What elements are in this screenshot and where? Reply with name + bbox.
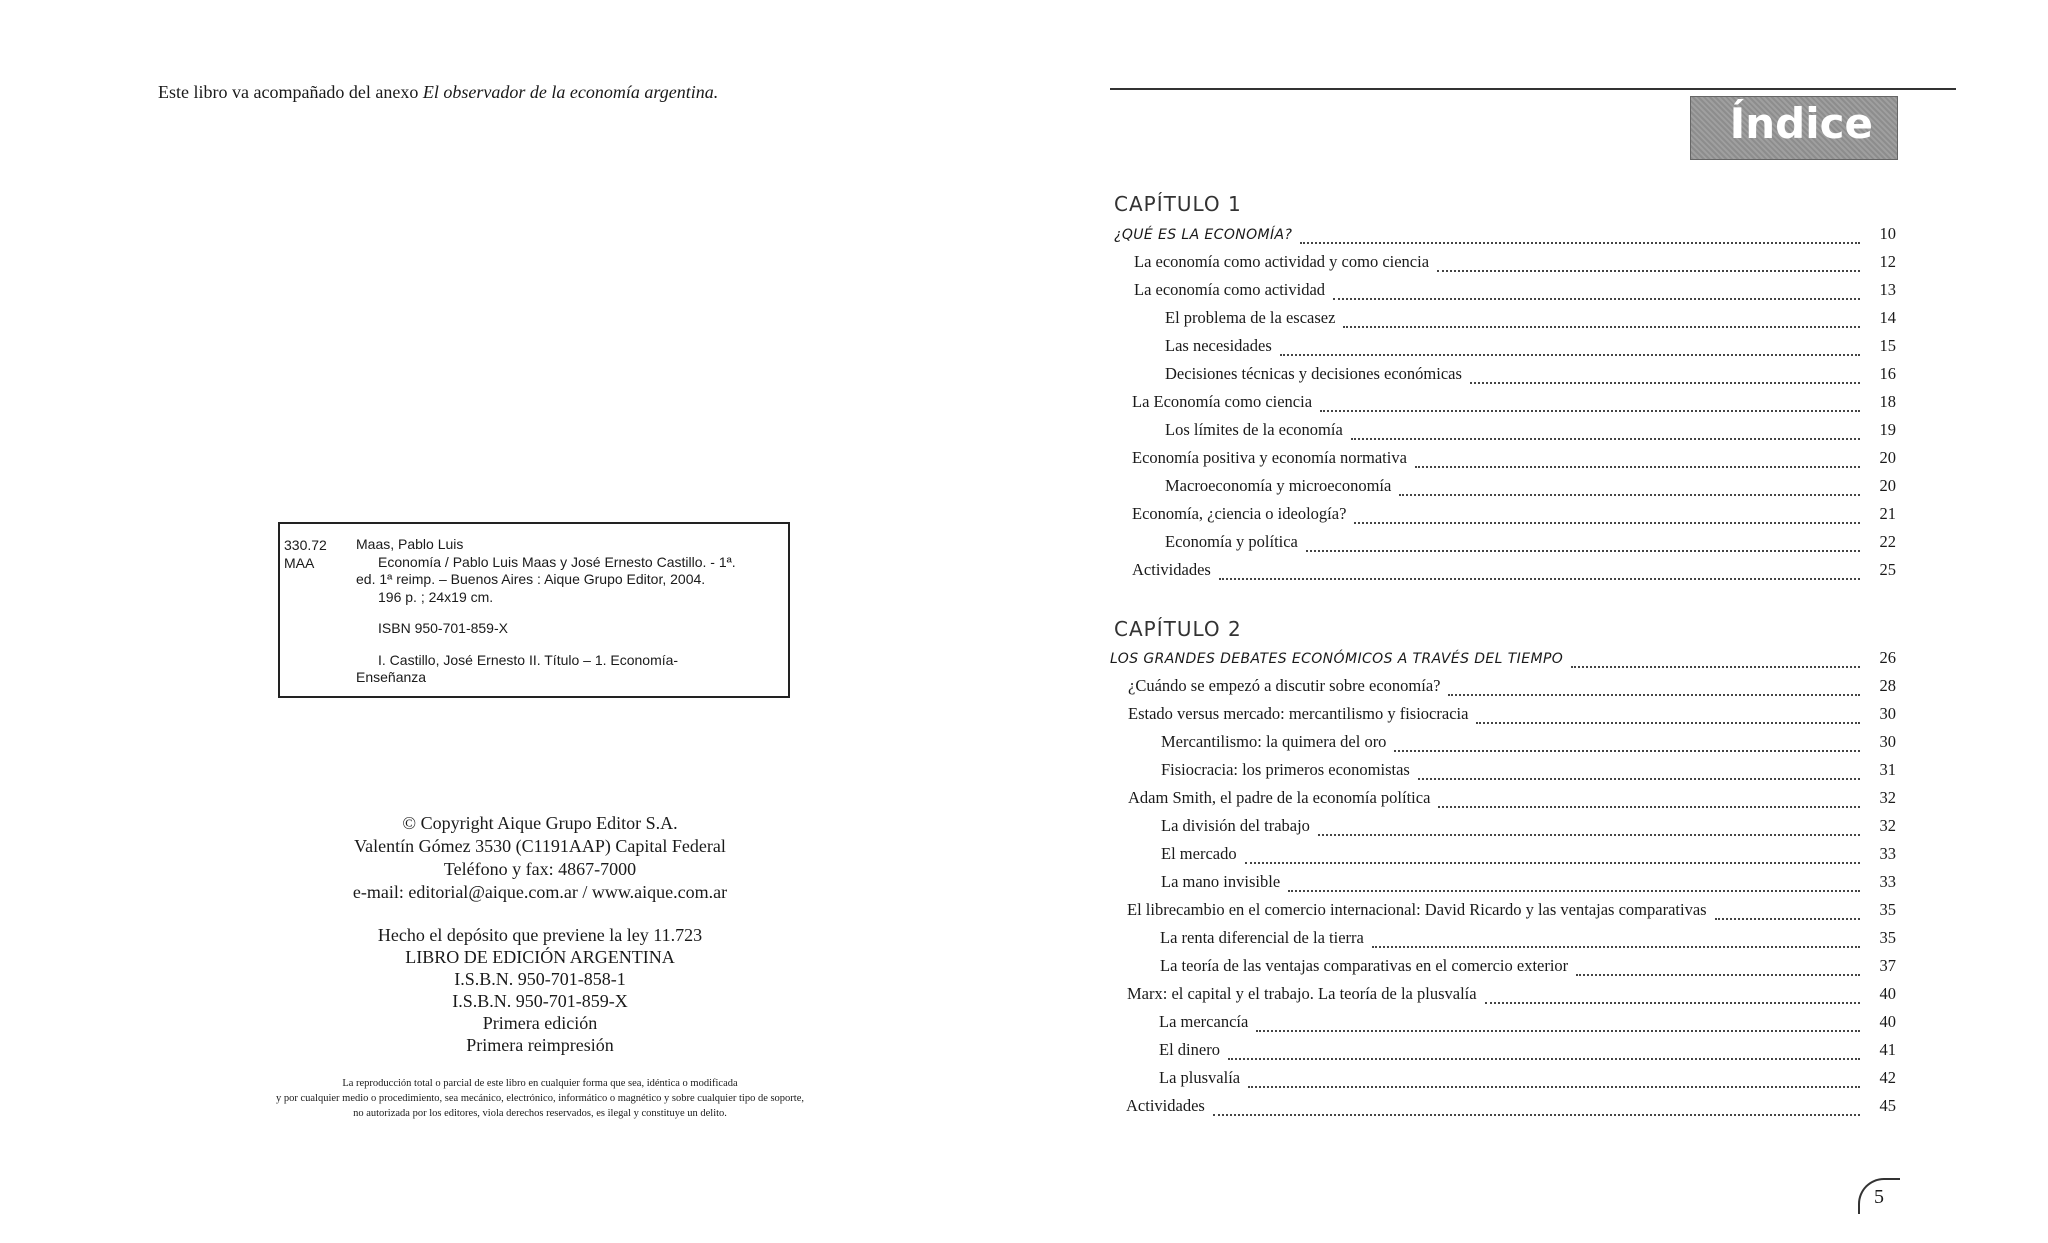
toc-entry-title: El librecambio en el comercio internacional: David Ricardo y las ventajas comparativas: [1127, 900, 1707, 919]
phone-line: Teléfono y fax: 4867-7000: [443, 859, 637, 879]
toc-entry: [1060, 956, 1896, 982]
toc-entry-title: La plusvalía: [1159, 1068, 1241, 1087]
toc-entry-title: Fisiocracia: los primeros economistas: [1161, 760, 1410, 779]
toc-dot-leader: [1228, 1057, 1860, 1060]
toc-dot-leader: [1245, 861, 1860, 864]
toc-entry-title: Economía, ¿ciencia o ideología?: [1132, 504, 1347, 523]
toc-dot-leader: [1288, 889, 1860, 892]
address-line: Valentín Gómez 3530 (C1191AAP) Capital Federal: [354, 836, 726, 856]
toc-entry-page: 41: [1879, 1040, 1896, 1059]
toc-dot-leader: [1333, 297, 1860, 300]
legal-notice: [180, 1076, 900, 1121]
toc-entry-title: Decisiones técnicas y decisiones económicas: [1165, 364, 1462, 383]
catalog-line: I. Castillo, José Ernesto II. Título – 1. Economía-: [378, 651, 679, 668]
toc-entry-page: 31: [1879, 760, 1896, 779]
chapter-heading: CAPÍTULO 1: [1114, 192, 1242, 216]
toc-entry: [1060, 816, 1896, 842]
toc-entry: [1060, 872, 1896, 898]
toc-entry-page: 32: [1879, 788, 1896, 807]
catalog-body: [356, 536, 776, 687]
toc-entry-page: 10: [1879, 224, 1896, 243]
toc-entry-title: LOS GRANDES DEBATES ECONÓMICOS A TRAVÉS DEL TIEMPO: [1110, 651, 1564, 667]
edition-block: [300, 924, 780, 1056]
toc-entry-page: 18: [1879, 392, 1896, 411]
toc-entry: [1060, 844, 1896, 870]
toc-dot-leader: [1415, 465, 1860, 468]
toc-entry-page: 26: [1879, 648, 1896, 667]
catalog-card: [278, 522, 790, 698]
toc-dot-leader: [1399, 493, 1860, 496]
catalog-line: Economía / Pablo Luis Maas y José Ernesto Castillo. - 1ª.: [378, 553, 736, 570]
toc-entry: [1060, 1096, 1896, 1122]
toc-dot-leader: [1318, 833, 1860, 836]
toc-entry-page: 19: [1879, 420, 1896, 439]
contact-line: e-mail: editorial@aique.com.ar / www.aique.com.ar: [352, 882, 728, 902]
toc-entry-page: 32: [1879, 816, 1896, 835]
toc-dot-leader: [1438, 805, 1860, 808]
toc-dot-leader: [1715, 917, 1860, 920]
toc-entry: [1060, 364, 1896, 390]
edition-line: LIBRO DE EDICIÓN ARGENTINA: [405, 947, 675, 967]
toc-dot-leader: [1354, 521, 1860, 524]
toc-entry-page: 30: [1879, 704, 1896, 723]
isbn-line: I.S.B.N. 950-701-858-1: [454, 969, 626, 989]
toc-dot-leader: [1448, 693, 1860, 696]
toc-entry-page: 15: [1879, 336, 1896, 355]
toc-entry-title: La mercancía: [1159, 1012, 1249, 1031]
chapter-heading: CAPÍTULO 2: [1114, 617, 1242, 641]
copyright-block: [300, 812, 780, 904]
toc-entry-page: 37: [1879, 956, 1896, 975]
index-title: Índice: [1729, 99, 1873, 148]
page-number-text: 5: [1874, 1186, 1884, 1208]
toc-entry-page: 42: [1879, 1068, 1896, 1087]
toc-entry-title: Actividades: [1126, 1096, 1205, 1115]
toc-entry: [1060, 928, 1896, 954]
toc-entry: [1060, 732, 1896, 758]
toc-entry-page: 33: [1879, 872, 1896, 891]
legal-line: no autorizada por los editores, viola derechos reservados, es ilegal y constituye un delito.: [353, 1108, 727, 1119]
annex-title: El observador de la economía argentina.: [422, 82, 719, 102]
toc-entry: [1060, 900, 1896, 926]
toc-dot-leader: [1571, 665, 1860, 668]
annex-prefix: Este libro va acompañado del anexo: [158, 82, 419, 102]
catalog-line: Enseñanza: [356, 669, 427, 685]
annex-note: [158, 82, 718, 103]
index-badge: [1690, 96, 1898, 160]
catalog-author: Maas, Pablo Luis: [356, 536, 464, 552]
edition-line: Primera edición: [482, 1013, 598, 1033]
copyright-line: © Copyright Aique Grupo Editor S.A.: [402, 813, 678, 833]
toc-dot-leader: [1300, 241, 1860, 244]
toc-entry: [1060, 336, 1896, 362]
toc-entry: [1060, 392, 1896, 418]
legal-line: La reproducción total o parcial de este libro en cualquier forma que sea, idéntica o modificada: [342, 1078, 738, 1089]
toc-entry-title: El problema de la escasez: [1165, 308, 1336, 327]
toc-entry-title: Los límites de la economía: [1165, 420, 1343, 439]
toc-entry: [1060, 1012, 1896, 1038]
toc-entry-page: 25: [1879, 560, 1896, 579]
toc-dot-leader: [1219, 577, 1860, 580]
toc-entry-page: 16: [1879, 364, 1896, 383]
toc-entry: [1060, 308, 1896, 334]
toc-entry-page: 22: [1879, 532, 1896, 551]
toc-entry-title: El mercado: [1161, 844, 1237, 863]
toc-dot-leader: [1418, 777, 1860, 780]
toc-entry-title: La Economía como ciencia: [1132, 392, 1313, 411]
toc-entry: [1060, 504, 1896, 530]
toc-entry-title: La economía como actividad: [1134, 280, 1326, 299]
catalog-line: ed. 1ª reimp. – Buenos Aires : Aique Grupo Editor, 2004.: [356, 571, 706, 587]
toc-entry-title: Adam Smith, el padre de la economía política: [1128, 788, 1431, 807]
catalog-line: 196 p. ; 24x19 cm.: [378, 588, 494, 605]
toc-entry: [1060, 532, 1896, 558]
toc-entry: [1060, 788, 1896, 814]
toc-dot-leader: [1213, 1113, 1860, 1116]
toc-entry: [1060, 760, 1896, 786]
toc-entry-title: ¿Cuándo se empezó a discutir sobre economía?: [1128, 676, 1441, 695]
toc-dot-leader: [1437, 269, 1860, 272]
toc-entry-title: Actividades: [1132, 560, 1211, 579]
toc-entry-title: El dinero: [1159, 1040, 1220, 1059]
toc-entry-title: ¿QUÉ ES LA ECONOMÍA?: [1114, 227, 1293, 243]
toc-dot-leader: [1372, 945, 1860, 948]
toc-entry: [1060, 648, 1896, 674]
page-number: [1858, 1178, 1900, 1214]
toc-entry-page: 21: [1879, 504, 1896, 523]
toc-entry-page: 40: [1879, 1012, 1896, 1031]
toc-entry-title: La división del trabajo: [1161, 816, 1310, 835]
legal-line: y por cualquier medio o procedimiento, sea mecánico, electrónico, informático o magnético y sobre cualquier tipo de soporte,: [275, 1093, 805, 1104]
toc-dot-leader: [1248, 1085, 1860, 1088]
toc-entry-page: 20: [1879, 476, 1896, 495]
toc-dot-leader: [1576, 973, 1860, 976]
toc-dot-leader: [1476, 721, 1860, 724]
toc-dot-leader: [1256, 1029, 1860, 1032]
toc-entry-title: Estado versus mercado: mercantilismo y fisiocracia: [1128, 704, 1469, 723]
toc-entry: [1060, 476, 1896, 502]
toc-entry-page: 20: [1879, 448, 1896, 467]
toc-entry: [1060, 1040, 1896, 1066]
toc-entry-page: 28: [1879, 676, 1896, 695]
toc-entry-title: Las necesidades: [1165, 336, 1272, 355]
toc-dot-leader: [1280, 353, 1860, 356]
toc-entry-title: La renta diferencial de la tierra: [1160, 928, 1364, 947]
toc-entry: [1060, 448, 1896, 474]
toc-entry-page: 30: [1879, 732, 1896, 751]
deposit-line: Hecho el depósito que previene la ley 11.723: [377, 925, 703, 945]
toc-dot-leader: [1470, 381, 1860, 384]
toc-dot-leader: [1485, 1001, 1860, 1004]
right-page: [1060, 0, 2048, 1243]
toc-entry-title: Mercantilismo: la quimera del oro: [1161, 732, 1387, 751]
toc-dot-leader: [1320, 409, 1860, 412]
toc-entry-page: 40: [1879, 984, 1896, 1003]
toc-entry-title: Economía positiva y economía normativa: [1132, 448, 1407, 467]
toc-entry: [1060, 420, 1896, 446]
toc-entry-page: 35: [1879, 928, 1896, 947]
toc-entry-title: La teoría de las ventajas comparativas en el comercio exterior: [1160, 956, 1569, 975]
toc-entry: [1060, 252, 1896, 278]
edition-line: Primera reimpresión: [466, 1035, 614, 1055]
toc-entry-title: Marx: el capital y el trabajo. La teoría de la plusvalía: [1127, 984, 1477, 1003]
isbn-line: I.S.B.N. 950-701-859-X: [452, 991, 628, 1011]
toc-entry-page: 13: [1879, 280, 1896, 299]
toc-entry-title: Macroeconomía y microeconomía: [1165, 476, 1392, 495]
header-rule: [1110, 88, 1956, 90]
catalog-isbn: ISBN 950-701-859-X: [378, 620, 508, 636]
toc-entry: [1060, 224, 1896, 250]
toc-entry-page: 14: [1879, 308, 1896, 327]
catalog-cutter: MAA: [284, 555, 315, 571]
catalog-code: 330.72: [284, 537, 327, 553]
toc-dot-leader: [1306, 549, 1860, 552]
toc-entry: [1060, 676, 1896, 702]
toc-dot-leader: [1343, 325, 1860, 328]
toc-entry: [1060, 280, 1896, 306]
toc-dot-leader: [1351, 437, 1860, 440]
toc-entry-title: La mano invisible: [1161, 872, 1281, 891]
toc-entry: [1060, 704, 1896, 730]
toc-entry-title: La economía como actividad y como ciencia: [1134, 252, 1430, 271]
toc-entry: [1060, 984, 1896, 1010]
toc-entry-page: 45: [1879, 1096, 1896, 1115]
toc-entry: [1060, 560, 1896, 586]
toc-entry-title: Economía y política: [1165, 532, 1298, 551]
toc-entry: [1060, 1068, 1896, 1094]
toc-entry-page: 33: [1879, 844, 1896, 863]
toc-entry-page: 35: [1879, 900, 1896, 919]
catalog-classification: [284, 536, 327, 572]
toc-entry-page: 12: [1879, 252, 1896, 271]
toc-dot-leader: [1394, 749, 1860, 752]
